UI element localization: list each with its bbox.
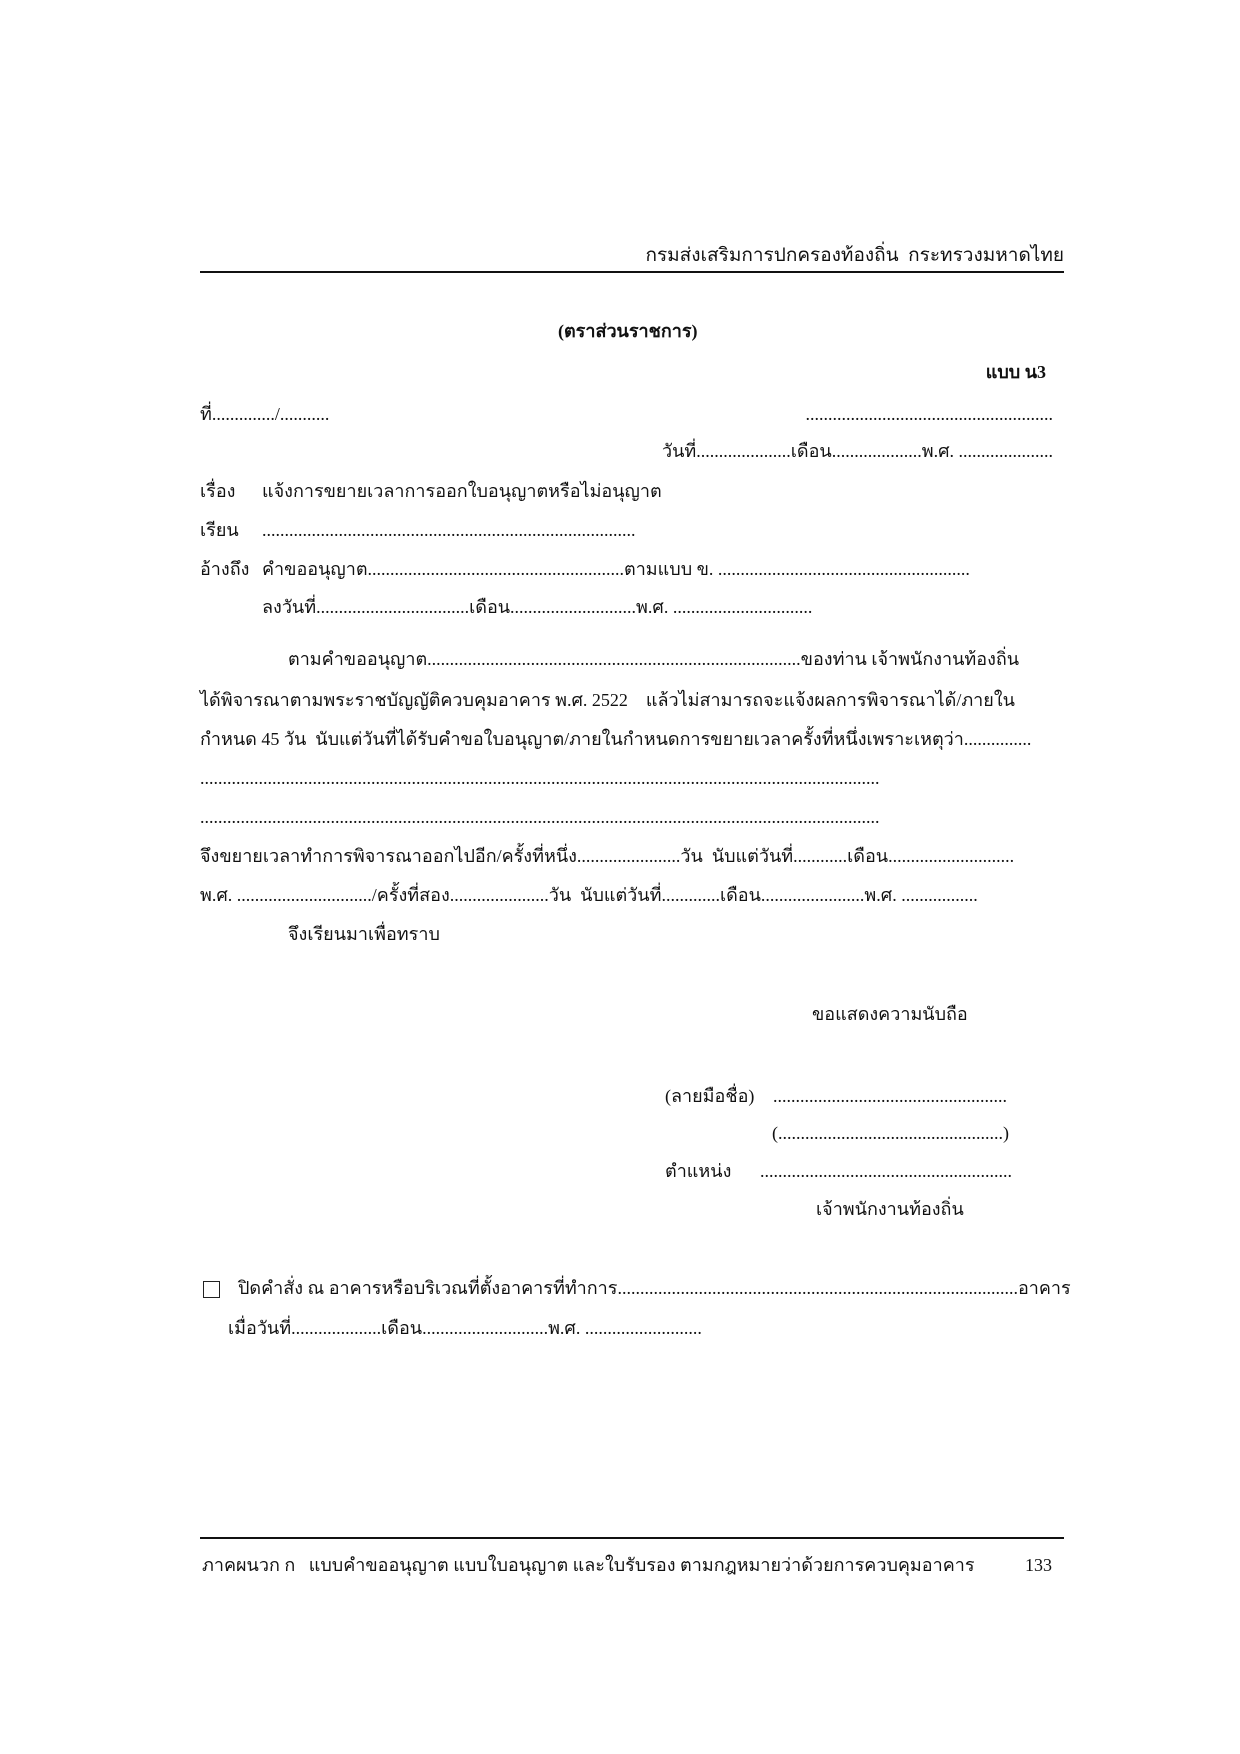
signature-line: .................................................... xyxy=(773,1086,1007,1106)
body-line-2: ได้พิจารณาตามพระราชบัญญัติควบคุมอาคาร พ.ศ. 2522 แล้วไม่สามารถจะแจ้งผลการพิจารณาได้/ภายใน xyxy=(200,690,1015,710)
body-line-7: พ.ศ. ............................../ครั้งที่สอง......................วัน นับแต่วันที่.............เดือน.......................พ.ศ. ................. xyxy=(200,885,978,905)
body-line-5: ....................................................................................................................................................... xyxy=(200,807,880,827)
seal-label: (ตราส่วนราชการ) xyxy=(558,321,698,341)
subject-text: แจ้งการขยายเวลาการออกใบอนุญาตหรือไม่อนุญาต xyxy=(262,481,662,501)
subject-label: เรื่อง xyxy=(200,481,236,501)
position-label: ตำแหน่ง xyxy=(665,1161,732,1181)
posting-line-1: ปิดคำสั่ง ณ อาคารหรือบริเวณที่ตั้งอาคารที่ทำการ.........................................................................................อาคาร xyxy=(238,1278,1071,1298)
body-line-6: จึงขยายเวลาทำการพิจารณาออกไปอีก/ครั้งที่หนึ่ง.......................วัน นับแต่วันที่............เดือน............................ xyxy=(200,846,1015,866)
body-line-8: จึงเรียนมาเพื่อทราบ xyxy=(288,924,440,944)
body-line-4: ....................................................................................................................................................... xyxy=(200,768,880,788)
closing-text: ขอแสดงความนับถือ xyxy=(812,1004,968,1024)
posting-checkbox[interactable] xyxy=(203,1281,220,1298)
header-rule xyxy=(200,271,1064,273)
body-line-1: ตามคำขออนุญาต...................................................................................ของท่าน เจ้าพนักงานท้องถิ่น xyxy=(288,649,1020,669)
to-label: เรียน xyxy=(200,520,239,540)
reference-label: อ้างถึง xyxy=(200,559,250,579)
form-code: แบบ น3 xyxy=(985,362,1046,382)
signature-label: (ลายมือชื่อ) xyxy=(665,1086,755,1106)
signature-name-line: (..................................................) xyxy=(772,1123,1009,1143)
reference-line-2: ลงวันที่..................................เดือน............................พ.ศ. ............................... xyxy=(262,597,813,617)
page-number: 133 xyxy=(1025,1555,1052,1575)
reference-number: ที่............../........... xyxy=(200,404,330,424)
address-line: ....................................................... xyxy=(805,404,1053,424)
footer-text: ภาคผนวก ก แบบคำขออนุญาต แบบใบอนุญาต และใบรับรอง ตามกฎหมายว่าด้วยการควบคุมอาคาร xyxy=(202,1555,975,1575)
to-text: ................................................................................... xyxy=(262,520,636,540)
reference-line-1: คำขออนุญาต.........................................................ตามแบบ ข. ........................................................ xyxy=(262,559,970,579)
header-department: กรมส่งเสริมการปกครองท้องถิ่น กระทรวงมหาดไทย xyxy=(645,245,1064,266)
body-line-3: กำหนด 45 วัน นับแต่วันที่ได้รับคำขอใบอนุญาต/ภายในกำหนดการขยายเวลาครั้งที่หนึ่งเพราะเหตุว่า............... xyxy=(200,729,1032,749)
date-line: วันที่.....................เดือน....................พ.ศ. ..................... xyxy=(661,441,1053,461)
officer-title: เจ้าพนักงานท้องถิ่น xyxy=(816,1199,964,1219)
footer-rule xyxy=(200,1537,1064,1539)
position-line: ........................................................ xyxy=(760,1161,1012,1181)
posting-line-2: เมื่อวันที่....................เดือน............................พ.ศ. .......................... xyxy=(228,1318,702,1338)
